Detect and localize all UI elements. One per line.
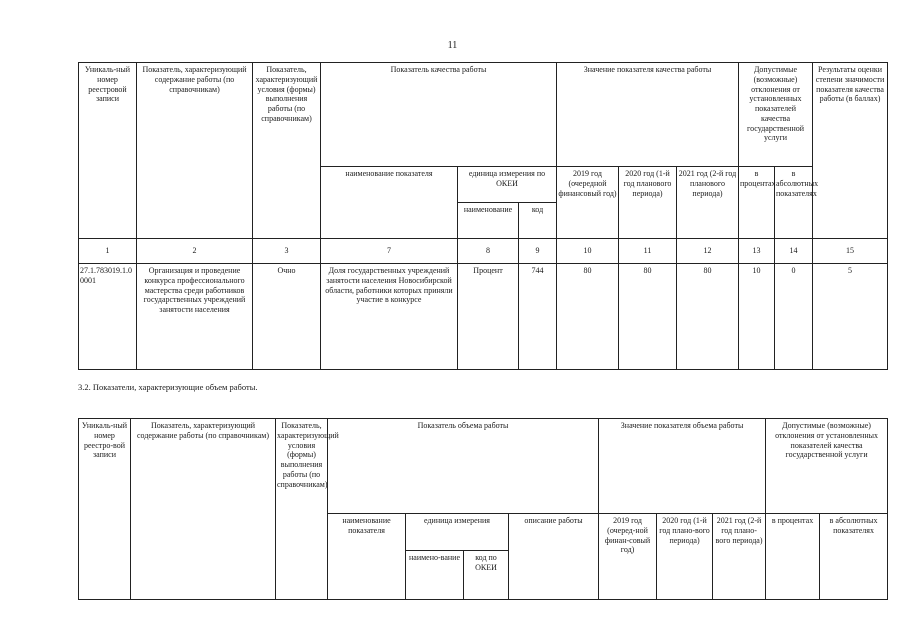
header-value: Значение показателя объема работы [599, 419, 766, 514]
table-row [79, 264, 888, 370]
page-number: 11 [447, 40, 458, 51]
header-unit-name: наимено-вание [406, 551, 464, 600]
header-2019: 2019 год (очередной финансовый год) [557, 167, 619, 239]
column-numbers-row [79, 239, 888, 264]
cell-2019: 80 [557, 264, 619, 370]
header-unit-code: код [519, 203, 557, 239]
volume-indicators-table [78, 418, 888, 600]
cell-unit-name: Процент [458, 264, 519, 370]
header-conditions: Показатель, характеризующий условия (формы) выполнения работы (по справочникам) [253, 63, 321, 239]
header-2021: 2021 год (2-й год плано-вого периода) [713, 514, 766, 600]
header-deviations: Допустимые (возможные) отклонения от установленных показателей качества государственной услуги [766, 419, 888, 514]
col-num: 12 [677, 239, 739, 264]
header-indicator-name: наименование показателя [321, 167, 458, 239]
header-2020: 2020 год (1-й год плано-вого периода) [657, 514, 713, 600]
header-deviations: Допустимые (возможные) отклонения от установленных показателей качества государственной услуги [739, 63, 813, 167]
col-num: 7 [321, 239, 458, 264]
col-num: 9 [519, 239, 557, 264]
cell-percent: 10 [739, 264, 775, 370]
header-unit: единица измерения по ОКЕИ [458, 167, 557, 203]
header-unit: единица измерения [406, 514, 509, 551]
header-percent: в процентах [739, 167, 775, 239]
section-title: 3.2. Показатели, характеризующие объем работы. [78, 382, 258, 392]
quality-indicators-table [78, 62, 888, 370]
header-indicator-name: наименование показателя [328, 514, 406, 600]
header-registry: Уникаль-ный номер реестро-вой записи [79, 419, 131, 600]
header-2019: 2019 год (очеред-ной финан-совый год) [599, 514, 657, 600]
cell-conditions: Очно [253, 264, 321, 370]
header-volume: Показатель объема работы [328, 419, 599, 514]
header-content: Показатель, характеризующий содержание работы (по справочникам) [137, 63, 253, 239]
header-content: Показатель, характеризующий содержание работы (по справочникам) [131, 419, 276, 600]
col-num: 15 [813, 239, 888, 264]
col-num: 8 [458, 239, 519, 264]
header-results: Результаты оценки степени значимости показателя качества работы (в баллах) [813, 63, 888, 239]
header-value: Значение показателя качества работы [557, 63, 739, 167]
header-percent: в процентах [766, 514, 820, 600]
col-num: 1 [79, 239, 137, 264]
cell-2021: 80 [677, 264, 739, 370]
header-unit-name: наименование [458, 203, 519, 239]
cell-result: 5 [813, 264, 888, 370]
cell-absolute: 0 [775, 264, 813, 370]
header-2021: 2021 год (2-й год планового периода) [677, 167, 739, 239]
cell-registry: 27.1.783019.1.00001 [79, 264, 137, 370]
header-description: описание работы [509, 514, 599, 600]
header-conditions: Показатель, характеризующий условия (формы) выполнения работы (по справочникам) [276, 419, 328, 600]
cell-content: Организация и проведение конкурса профессионального мастерства среди работников государственных учреждений занятости населения [137, 264, 253, 370]
col-num: 11 [619, 239, 677, 264]
header-absolute: в абсолютных показателях [775, 167, 813, 239]
header-2020: 2020 год (1-й год планового периода) [619, 167, 677, 239]
header-quality: Показатель качества работы [321, 63, 557, 167]
col-num: 10 [557, 239, 619, 264]
cell-indicator-name: Доля государственных учреждений занятости населения Новосибирской области, работники которых приняли участие в конкурсе [321, 264, 458, 370]
cell-unit-code: 744 [519, 264, 557, 370]
header-unit-code: код по ОКЕИ [464, 551, 509, 600]
col-num: 3 [253, 239, 321, 264]
col-num: 13 [739, 239, 775, 264]
cell-2020: 80 [619, 264, 677, 370]
header-registry: Уникаль-ный номер реестровой записи [79, 63, 137, 239]
header-absolute: в абсолютных показателях [820, 514, 888, 600]
col-num: 2 [137, 239, 253, 264]
col-num: 14 [775, 239, 813, 264]
